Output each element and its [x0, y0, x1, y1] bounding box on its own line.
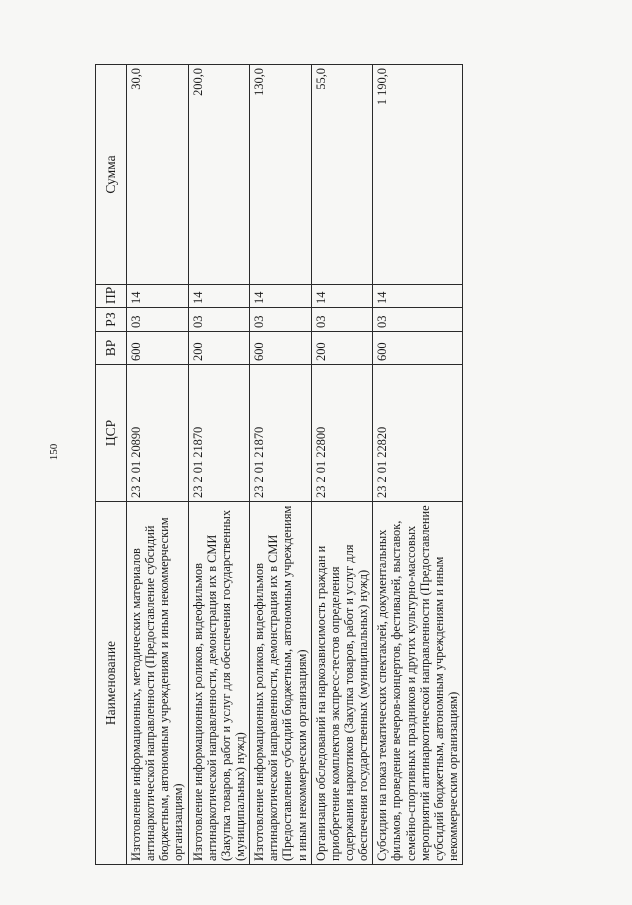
cell-rz: 03 [127, 308, 189, 332]
cell-vr: 600 [373, 332, 463, 365]
cell-name: Изготовление информационных роликов, видеофильмов антинаркотической направленности, демонстрация их в СМИ (Закупка товаров, работ и услуг для обеспечения государственных (муниципальных) нужд) [188, 502, 250, 865]
budget-table-wrapper [95, 65, 460, 865]
cell-pr: 14 [127, 285, 189, 308]
cell-csr: 23 2 01 22800 [311, 365, 373, 502]
cell-name: Изготовление информационных, методических материалов антинаркотической направленности (Предоставление субсидий бюджетным, автономным учреждениям и иным некоммерческим организациям) [127, 502, 189, 865]
header-csr: ЦСР [96, 365, 127, 502]
cell-sum: 200,0 [188, 65, 250, 285]
cell-sum: 55,0 [311, 65, 373, 285]
table-row [188, 65, 250, 865]
header-rz: РЗ [96, 308, 127, 332]
cell-sum: 130,0 [250, 65, 312, 285]
cell-vr: 600 [250, 332, 312, 365]
header-pr: ПР [96, 285, 127, 308]
cell-name: Субсидии на показ тематических спектаклей, документальных фильмов, проведение вечеров-концертов, фестивалей, выставок, семейно-спортивных праздников и других культурно-массовых мероприятий антинаркотической направленности (Предоставление субсидий бюджетным, автономным учреждениям и иным некоммерческим организациям) [373, 502, 463, 865]
cell-pr: 14 [373, 285, 463, 308]
cell-rz: 03 [373, 308, 463, 332]
cell-pr: 14 [250, 285, 312, 308]
page-number: 150 [48, 443, 60, 461]
cell-rz: 03 [311, 308, 373, 332]
cell-csr: 23 2 01 20890 [127, 365, 189, 502]
budget-table [95, 64, 463, 865]
table-header-row [96, 65, 127, 865]
cell-vr: 200 [311, 332, 373, 365]
table-row [373, 65, 463, 865]
header-name: Наименование [96, 502, 127, 865]
cell-rz: 03 [188, 308, 250, 332]
cell-name: Организация обследований на наркозависимость граждан и приобретение комплектов экспресс-тестов определения содержания наркотиков (Закупка товаров, работ и услуг для обеспечения государственных (муниципальных) нужд) [311, 502, 373, 865]
cell-sum: 1 190,0 [373, 65, 463, 285]
cell-sum: 30,0 [127, 65, 189, 285]
table-row [311, 65, 373, 865]
rotated-page-content [95, 65, 460, 865]
cell-csr: 23 2 01 21870 [250, 365, 312, 502]
cell-csr: 23 2 01 22820 [373, 365, 463, 502]
cell-vr: 200 [188, 332, 250, 365]
cell-csr: 23 2 01 21870 [188, 365, 250, 502]
cell-rz: 03 [250, 308, 312, 332]
header-vr: ВР [96, 332, 127, 365]
cell-name: Изготовление информационных роликов, видеофильмов антинаркотической направленности, демонстрация их в СМИ (Предоставление субсидий бюджетным, автономным учреждениям и иным некоммерческим организациям) [250, 502, 312, 865]
header-sum: Сумма [96, 65, 127, 285]
table-row [250, 65, 312, 865]
table-row [127, 65, 189, 865]
cell-pr: 14 [311, 285, 373, 308]
cell-vr: 600 [127, 332, 189, 365]
cell-pr: 14 [188, 285, 250, 308]
